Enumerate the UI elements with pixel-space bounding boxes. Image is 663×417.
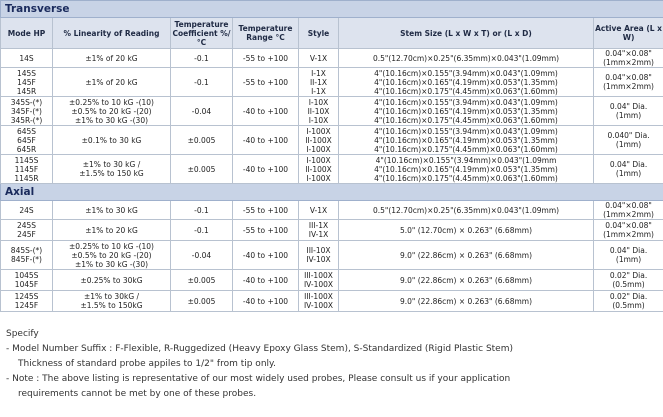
stem-size-cell: 4"(10.16cm)×0.155"(3.94mm)×0.043"(1.09mm) 4"(10.16cm)×0.165"(4.19mm)×0.053"(1.35mm) 4"(10.16cm)×0.175"(4.45mm)×0.063"(1.60mm) — [339, 126, 594, 155]
column-header: Stem Size (L x W x T) or (L x D) — [339, 18, 594, 49]
temp-range-cell: -40 to +100 — [233, 126, 299, 155]
active-area-cell: 0.04" Dia. (1mm) — [594, 241, 663, 270]
linearity-cell: ±1% of 20 kG — [53, 68, 171, 97]
column-header: Active Area (L x W) — [594, 18, 663, 49]
active-area-cell: 0.02" Dia. (0.5mm) — [594, 270, 663, 291]
note-line: - Model Number Suffix : F-Flexible, R-Ruggedized (Heavy Epoxy Glass Stem), S-Standardized (Rigid Plastic Stem) — [6, 344, 513, 354]
linearity-cell: ±1% of 20 kG — [53, 49, 171, 68]
table-row — [1, 155, 663, 184]
section-title: Axial — [1, 184, 663, 201]
temp-coefficient-cell: -0.1 — [171, 201, 233, 220]
style-cell: III-10X IV-10X — [299, 241, 339, 270]
temp-range-cell: -40 to +100 — [233, 241, 299, 270]
temp-range-cell: -40 to +100 — [233, 155, 299, 184]
active-area-cell: 0.04"×0.08" (1mm×2mm) — [594, 220, 663, 241]
section-title: Transverse — [1, 1, 663, 18]
temp-coefficient-cell: -0.04 — [171, 241, 233, 270]
table-row — [1, 241, 663, 270]
model-cell: 845S-(*) 845F-(*) — [1, 241, 53, 270]
linearity-cell: ±1% to 20 kG — [53, 220, 171, 241]
note-line: - Note : The above listing is representative of our most widely used probes, Please consult us if your application — [6, 374, 511, 384]
stem-size-cell: 0.5"(12.70cm)×0.25"(6.35mm)×0.043"(1.09mm) — [339, 49, 594, 68]
note-line: Thickness of standard probe appiles to 1/2" from tip only. — [18, 359, 276, 369]
temp-coefficient-cell: ±0.005 — [171, 270, 233, 291]
active-area-cell: 0.040" Dia. (1mm) — [594, 126, 663, 155]
style-cell: I-100X II-100X I-100X — [299, 126, 339, 155]
style-cell: V-1X — [299, 49, 339, 68]
table-row — [1, 68, 663, 97]
table-row — [1, 126, 663, 155]
temp-range-cell: -40 to +100 — [233, 97, 299, 126]
style-cell: I-10X II-10X I-10X — [299, 97, 339, 126]
linearity-cell: ±1% to 30 kG — [53, 201, 171, 220]
stem-size-cell: 4"(10.16cm)×0.155"(3.94mm)×0.043"(1.09mm) 4"(10.16cm)×0.165"(4.19mm)×0.053"(1.35mm) 4"(10.16cm)×0.175"(4.45mm)×0.063"(1.60mm) — [339, 68, 594, 97]
temp-coefficient-cell: -0.04 — [171, 97, 233, 126]
active-area-cell: 0.02" Dia. (0.5mm) — [594, 291, 663, 312]
model-cell: 645S 645F 645R — [1, 126, 53, 155]
linearity-cell: ±0.25% to 10 kG -(10) ±0.5% to 20 kG -(20) ±1% to 30 kG -(30) — [53, 241, 171, 270]
section-header-transverse — [1, 1, 663, 18]
temp-range-cell: -40 to +100 — [233, 270, 299, 291]
column-header: Style — [299, 18, 339, 49]
style-cell: V-1X — [299, 201, 339, 220]
temp-range-cell: -40 to +100 — [233, 291, 299, 312]
stem-size-cell: 4"(10.16cm)×0.155"(3.94mm)×0.043"(1.09mm 4"(10.16cm)×0.165"(4.19mm)×0.053"(1.35mm) 4"(10.16cm)×0.175"(4.45mm)×0.063"(1.60mm) — [339, 155, 594, 184]
temp-coefficient-cell: -0.1 — [171, 68, 233, 97]
linearity-cell: ±1% to 30kG / ±1.5% to 150kG — [53, 291, 171, 312]
note-line: requirements cannot be met by one of these probes. — [18, 389, 257, 399]
active-area-cell: 0.04"×0.08" (1mm×2mm) — [594, 201, 663, 220]
notes-block — [6, 327, 513, 402]
column-header: % Linearity of Reading — [53, 18, 171, 49]
linearity-cell: ±1% to 30 kG / ±1.5% to 150 kG — [53, 155, 171, 184]
section-header-axial — [1, 184, 663, 201]
temp-range-cell: -55 to +100 — [233, 201, 299, 220]
style-cell: I-100X II-100X I-100X — [299, 155, 339, 184]
table-row — [1, 220, 663, 241]
stem-size-cell: 9.0" (22.86cm) × 0.263" (6.68mm) — [339, 270, 594, 291]
temp-coefficient-cell: ±0.005 — [171, 155, 233, 184]
table-row — [1, 270, 663, 291]
style-cell: III-100X IV-100X — [299, 270, 339, 291]
stem-size-cell: 9.0" (22.86cm) × 0.263" (6.68mm) — [339, 291, 594, 312]
model-cell: 1145S 1145F 1145R — [1, 155, 53, 184]
active-area-cell: 0.04"×0.08" (1mm×2mm) — [594, 49, 663, 68]
model-cell: 14S — [1, 49, 53, 68]
stem-size-cell: 0.5"(12.70cm)×0.25"(6.35mm)×0.043"(1.09mm) — [339, 201, 594, 220]
linearity-cell: ±0.25% to 10 kG -(10) ±0.5% to 20 kG -(20) ±1% to 30 kG -(30) — [53, 97, 171, 126]
stem-size-cell: 4"(10.16cm)×0.155"(3.94mm)×0.043"(1.09mm) 4"(10.16cm)×0.165"(4.19mm)×0.053"(1.35mm) 4"(10.16cm)×0.175"(4.45mm)×0.063"(1.60mm) — [339, 97, 594, 126]
column-header: Temperature Coefficient %/°C — [172, 19, 231, 47]
model-cell: 345S-(*) 345F-(*) 345R-(*) — [1, 97, 53, 126]
linearity-cell: ±0.1% to 30 kG — [53, 126, 171, 155]
active-area-cell: 0.04"×0.08" (1mm×2mm) — [594, 68, 663, 97]
style-cell: I-1X II-1X I-1X — [299, 68, 339, 97]
temp-coefficient-cell: -0.1 — [171, 220, 233, 241]
temp-coefficient-cell: ±0.005 — [171, 126, 233, 155]
column-header-row — [1, 18, 663, 49]
temp-coefficient-cell: -0.1 — [171, 49, 233, 68]
temp-coefficient-cell: ±0.005 — [171, 291, 233, 312]
column-header: Mode HP — [1, 18, 53, 49]
model-cell: 245S 245F — [1, 220, 53, 241]
style-cell: III-1X IV-1X — [299, 220, 339, 241]
temp-range-cell: -55 to +100 — [233, 49, 299, 68]
style-cell: III-100X IV-100X — [299, 291, 339, 312]
table-row — [1, 291, 663, 312]
active-area-cell: 0.04" Dia. (1mm) — [594, 97, 663, 126]
model-cell: 145S 145F 145R — [1, 68, 53, 97]
active-area-cell: 0.04" Dia. (1mm) — [594, 155, 663, 184]
model-cell: 1245S 1245F — [1, 291, 53, 312]
column-header: Temperature Range °C — [233, 18, 299, 49]
notes-heading: Specify — [6, 329, 39, 339]
temp-range-cell: -55 to +100 — [233, 68, 299, 97]
linearity-cell: ±0.25% to 30kG — [53, 270, 171, 291]
model-cell: 24S — [1, 201, 53, 220]
stem-size-cell: 5.0" (12.70cm) × 0.263" (6.68mm) — [339, 220, 594, 241]
temp-range-cell: -55 to +100 — [233, 220, 299, 241]
table-row — [1, 201, 663, 220]
stem-size-cell: 9.0" (22.86cm) × 0.263" (6.68mm) — [339, 241, 594, 270]
model-cell: 1045S 1045F — [1, 270, 53, 291]
table-row — [1, 49, 663, 68]
table-row — [1, 97, 663, 126]
